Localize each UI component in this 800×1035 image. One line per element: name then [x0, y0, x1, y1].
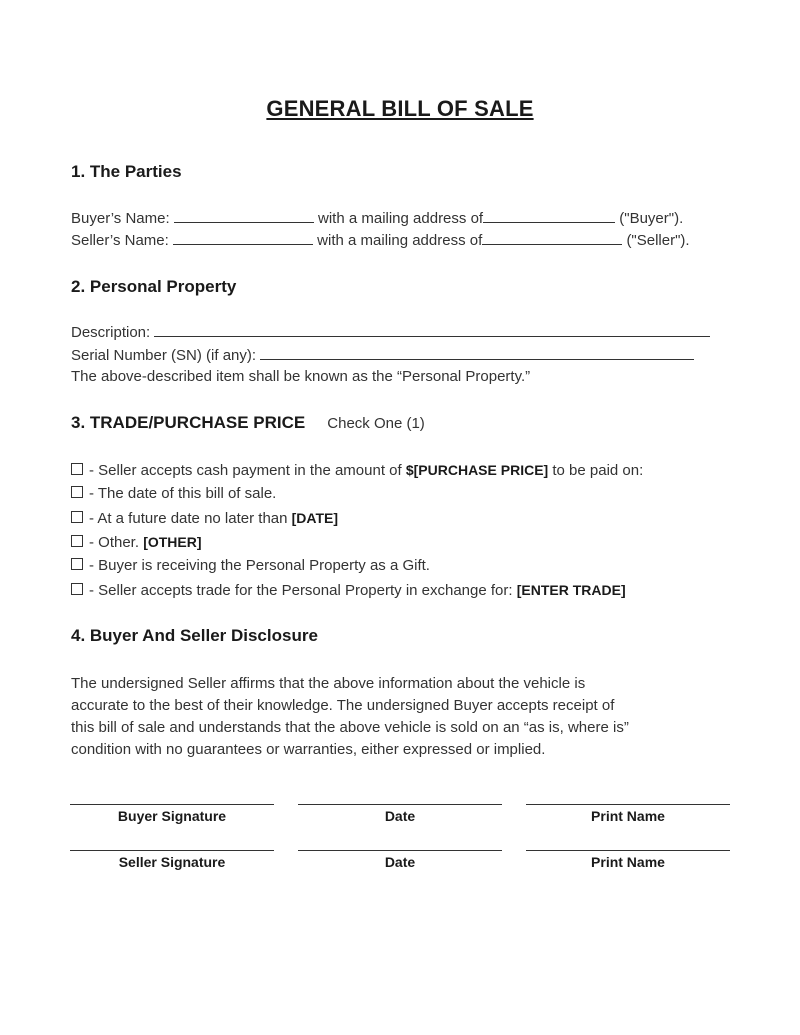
option-future-date	[71, 508, 338, 529]
section-heading-trade-price	[71, 413, 425, 433]
seller-date-field[interactable]: Date	[298, 850, 502, 870]
checkbox-icon[interactable]	[71, 558, 83, 570]
seller-tag: ("Seller").	[626, 232, 690, 249]
buyer-date-field[interactable]: Date	[298, 804, 502, 824]
buyer-address-label: with a mailing address of	[318, 210, 484, 227]
section-heading-disclosure: 4. Buyer And Seller Disclosure	[71, 626, 318, 645]
trade-price-heading: 3. TRADE/PURCHASE PRICE	[71, 413, 306, 432]
option-text: - At a future date no later than	[89, 510, 292, 527]
document-title: GENERAL BILL OF SALE	[266, 96, 534, 121]
buyer-signature-field[interactable]: Buyer Signature	[70, 804, 274, 824]
option-other	[71, 532, 202, 553]
buyer-name-blank[interactable]	[174, 208, 314, 223]
seller-address-label: with a mailing address of	[317, 232, 483, 249]
option-placeholder: [ENTER TRADE]	[516, 582, 626, 598]
disclosure-line: this bill of sale and understands that the above vehicle is sold on an “as is, where is”	[71, 719, 629, 736]
option-text: - The date of this bill of sale.	[89, 485, 277, 502]
option-trade	[71, 580, 626, 601]
checkbox-icon[interactable]	[71, 535, 83, 547]
check-one-label: Check One (1)	[327, 415, 425, 432]
seller-signature-field[interactable]: Seller Signature	[70, 850, 274, 870]
description-blank[interactable]	[154, 322, 710, 337]
section-heading-parties: 1. The Parties	[71, 162, 182, 181]
option-placeholder: [OTHER]	[143, 534, 202, 550]
buyer-print-name-field[interactable]: Print Name	[526, 804, 730, 824]
serial-label: Serial Number (SN) (if any):	[71, 347, 257, 364]
checkbox-icon[interactable]	[71, 511, 83, 523]
disclosure-line: accurate to the best of their knowledge. The undersigned Buyer accepts receipt of	[71, 697, 615, 714]
seller-print-name-field[interactable]: Print Name	[526, 850, 730, 870]
checkbox-icon[interactable]	[71, 486, 83, 498]
serial-blank[interactable]	[260, 345, 694, 360]
option-gift	[71, 556, 430, 576]
disclosure-line: The undersigned Seller affirms that the above information about the vehicle is	[71, 675, 586, 692]
buyer-line	[71, 208, 683, 229]
seller-name-blank[interactable]	[173, 230, 313, 245]
option-date-of-sale	[71, 484, 276, 504]
option-text: - Other.	[89, 534, 144, 551]
seller-address-blank[interactable]	[482, 230, 622, 245]
option-text: - Seller accepts cash payment in the amount of	[89, 462, 406, 479]
option-placeholder: [DATE]	[291, 510, 339, 526]
description-label: Description:	[71, 324, 151, 341]
buyer-tag: ("Buyer").	[619, 210, 684, 227]
option-placeholder: $[PURCHASE PRICE]	[405, 462, 549, 478]
personal-property-note: The above-described item shall be known as the “Personal Property.”	[71, 368, 531, 385]
seller-name-label: Seller’s Name:	[71, 232, 169, 249]
seller-line	[71, 230, 690, 251]
buyer-address-blank[interactable]	[483, 208, 615, 223]
checkbox-icon[interactable]	[71, 583, 83, 595]
checkbox-icon[interactable]	[71, 463, 83, 475]
serial-line	[71, 345, 694, 366]
buyer-name-label: Buyer’s Name:	[71, 210, 170, 227]
option-text: - Buyer is receiving the Personal Property as a Gift.	[89, 557, 430, 574]
description-line	[71, 322, 710, 343]
section-heading-personal-property: 2. Personal Property	[71, 277, 237, 296]
disclosure-paragraph	[71, 673, 741, 761]
option-cash	[71, 460, 643, 481]
option-text-end: to be paid on:	[548, 462, 644, 479]
disclosure-line: condition with no guarantees or warranties, either expressed or implied.	[71, 741, 546, 758]
option-text: - Seller accepts trade for the Personal Property in exchange for:	[89, 582, 517, 599]
